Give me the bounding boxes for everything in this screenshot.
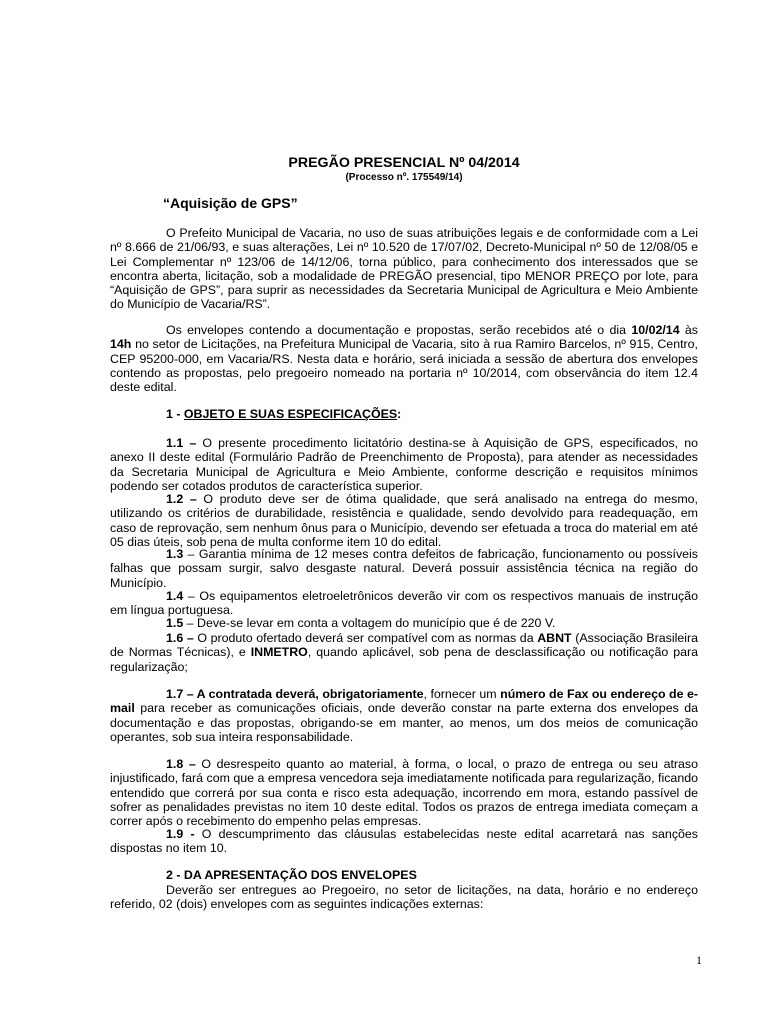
item-1-4: 1.4 – Os equipamentos eletroeletrônicos deverão vir com os respectivos manuais de instrução em língua portuguesa. bbox=[110, 589, 698, 618]
section-2-heading: 2 - DA APRESENTAÇÃO DOS ENVELOPES bbox=[166, 868, 417, 882]
item-1-1: 1.1 – O presente procedimento licitatório destina-se à Aquisição de GPS, especificados, no anexo II deste edital (Formulário Padrão de Preenchimento de Proposta), para atender as necessidades da Secretaria Municipal de Agricultura e Meio Ambiente, conforme descrição e requisitos mínimos podendo ser cotados produtos de característica superior. bbox=[110, 436, 699, 493]
intro-paragraph: O Prefeito Municipal de Vacaria, no uso de suas atribuições legais e de conformidade com a Lei nº 8.666 de 21/06/93, e suas alterações, Lei nº 10.520 de 17/07/02, Decreto-Municipal nº 50 de 12/08/05 e Lei Complementar nº 123/06 de 14/12/06, torna público, para conhecimento dos interessados que se encontra aberta, licitação, sob a modalidade de PREGÃO presencial, tipo MENOR PREÇO por lote, para “Aquisição de GPS”, para suprir as necessidades da Secretaria Municipal de Agricultura e Meio Ambiente do Município de Vacaria/RS”. bbox=[110, 226, 698, 312]
page-number: 1 bbox=[696, 953, 702, 967]
item-1-6: 1.6 – O produto ofertado deverá ser compatível com as normas da ABNT (Associação Brasileira de Normas Técnicas), e INMETRO, quando aplicável, sob pena de desclassificação ou notificação para regularização; bbox=[110, 631, 698, 674]
section-1-heading: 1 - OBJETO E SUAS ESPECIFICAÇÕES: bbox=[166, 407, 402, 421]
section-2-paragraph: Deverão ser entregues ao Pregoeiro, no setor de licitações, na data, horário e no endereço referido, 02 (dois) envelopes com as seguintes indicações externas: bbox=[110, 883, 698, 912]
item-1-9: 1.9 - O descumprimento das cláusulas estabelecidas neste edital acarretará nas sanções dispostas no item 10. bbox=[110, 827, 698, 856]
item-1-7: 1.7 – A contratada deverá, obrigatoriamente, fornecer um número de Fax ou endereço de e-mail para receber as comunicações oficiais, onde deverão constar na parte externa dos envelopes da documentação e das propostas, obrigando-se em manter, ao menos, um dos meios de comunicação operantes, sob sua inteira responsabilidade. bbox=[110, 687, 699, 744]
document-subject: “Aquisição de GPS” bbox=[163, 195, 298, 211]
document-title: PREGÃO PRESENCIAL Nº 04/2014 bbox=[288, 155, 520, 171]
item-1-2: 1.2 – O produto deve ser de ótima qualidade, que será analisado na entrega do mesmo, utilizando os critérios de durabilidade, resistência e qualidade, sendo devolvido para readequação, em caso de reprovação, sem nenhum ônus para o Município, devendo ser efetuada a troca do material em até 05 dias úteis, sob pena de multa conforme item 10 do edital. bbox=[110, 492, 698, 549]
item-1-5: 1.5 – Deve-se levar em conta a voltagem do município que é de 220 V. bbox=[166, 616, 556, 630]
item-1-8: 1.8 – O desrespeito quanto ao material, à forma, o local, o prazo de entrega ou seu atraso injustificado, fará com que a empresa vencedora seja imediatamente notificada para regularização, ficando entendido que correrá por sua conta e risco esta adequação, incorrendo em mora, estando passível de sofrer as penalidades previstas no item 10 deste edital. Todos os prazos de entrega imediata começam a correr após o recebimento do empenho pelas empresas. bbox=[110, 757, 699, 829]
item-1-3: 1.3 – Garantia mínima de 12 meses contra defeitos de fabricação, funcionamento ou possíveis falhas que possam surgir, salvo desgaste natural. Deverá possuir assistência técnica na região do Município. bbox=[110, 547, 698, 590]
process-number: (Processo nº. 175549/14) bbox=[345, 172, 463, 183]
envelopes-paragraph: Os envelopes contendo a documentação e propostas, serão recebidos até o dia 10/02/14 às 14h no setor de Licitações, na Prefeitura Municipal de Vacaria, sito à rua Ramiro Barcelos, nº 915, Centro, CEP 95200-000, em Vacaria/RS. Nesta data e horário, será iniciada a sessão de abertura dos envelopes contendo as propostas, pelo pregoeiro nomeado na portaria nº 10/2014, com observância do item 12.4 deste edital. bbox=[110, 323, 698, 395]
